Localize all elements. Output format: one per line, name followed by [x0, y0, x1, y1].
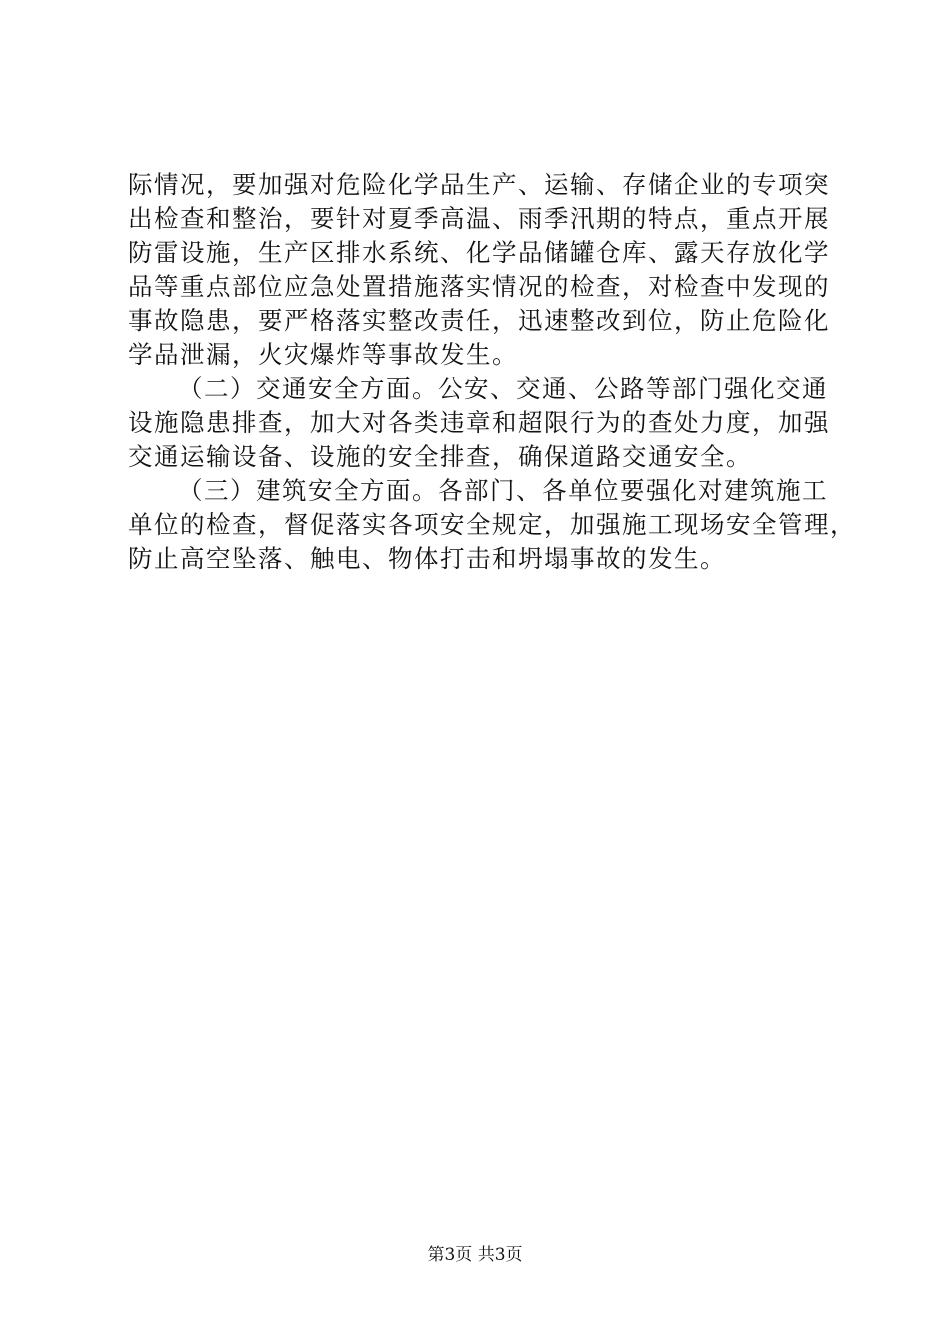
text-line: 际情况，要加强对危险化学品生产、运输、存储企业的专项突 [128, 170, 830, 199]
paragraph-traffic-safety-start: （二）交通安全方面。公安、交通、公路等部门强化交通 [178, 374, 828, 403]
text-line: 学品泄漏，火灾爆炸等事故发生。 [128, 340, 518, 369]
text-line: 交通运输设备、设施的安全排查，确保道路交通安全。 [128, 442, 752, 471]
text-line: 出检查和整治，要针对夏季高温、雨季汛期的特点，重点开展 [128, 204, 830, 233]
text-line: 防止高空坠落、触电、物体打击和坍塌事故的发生。 [128, 544, 726, 573]
text-line: 单位的检查，督促落实各项安全规定，加强施工现场安全管理， [128, 510, 856, 539]
text-line: 品等重点部位应急处置措施落实情况的检查，对检查中发现的 [128, 272, 830, 301]
text-line: 防雷设施，生产区排水系统、化学品储罐仓库、露天存放化学 [128, 238, 830, 267]
text-line: 设施隐患排查，加大对各类违章和超限行为的查处力度，加强 [128, 408, 830, 437]
text-line: 事故隐患，要严格落实整改责任，迅速整改到位，防止危险化 [128, 306, 830, 335]
paragraph-construction-safety-start: （三）建筑安全方面。各部门、各单位要强化对建筑施工 [178, 476, 828, 505]
document-body [128, 168, 856, 576]
page-number-footer: 第3页 共3页 [427, 1245, 523, 1265]
